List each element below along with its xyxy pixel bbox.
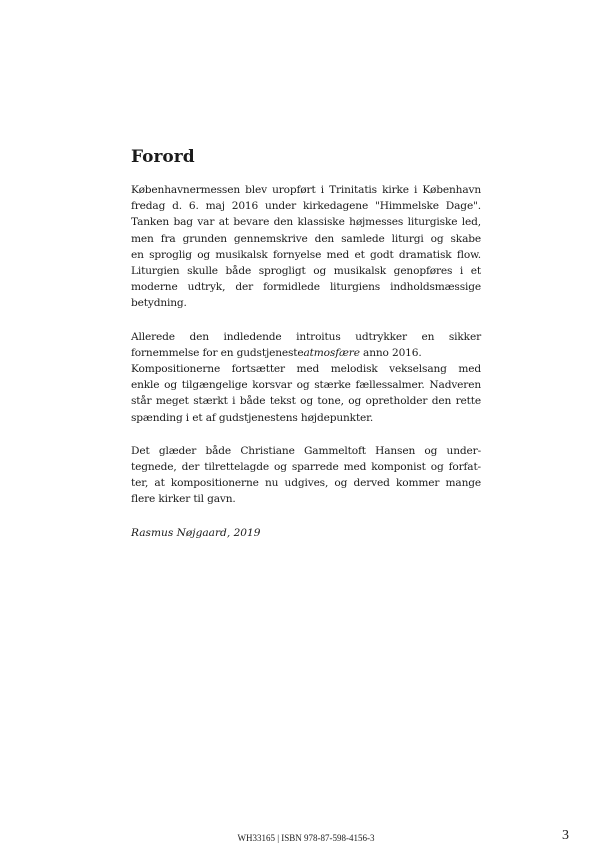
text-line: flere kirker til gavn. bbox=[131, 493, 236, 506]
preface-section bbox=[131, 146, 481, 541]
footer-catalog-info: WH33165 | ISBN 978-87-598-4156-3 bbox=[237, 833, 375, 843]
text-line: men fra grunden gennemskrive den samlede liturgi og skabe bbox=[131, 232, 481, 245]
italic-word: atmosfære bbox=[303, 346, 360, 359]
text-line: betydning. bbox=[131, 297, 187, 310]
text-line: ter, at kompositionerne nu udgives, og derved kommer mange bbox=[131, 477, 481, 490]
text-line: Kompositionerne fortsætter med melodisk vekselsang med bbox=[131, 363, 481, 376]
text-fragment: anno 2016. bbox=[359, 346, 422, 359]
text-line: tegnede, der tilrettelagde og sparrede med komponist og forfat- bbox=[131, 461, 481, 474]
paragraph-2 bbox=[131, 329, 481, 426]
author-signature: Rasmus Nøjgaard, 2019 bbox=[131, 526, 261, 539]
text-line: moderne udtryk, der formidlede liturgiens indholdsmæssige bbox=[131, 281, 481, 294]
text-line: Tanken bag var at bevare den klassiske højmesses liturgiske led, bbox=[131, 216, 481, 229]
page-number: 3 bbox=[562, 828, 569, 843]
text-line: står meget stærkt i både tekst og tone, og opretholder den rette bbox=[131, 395, 481, 408]
text-fragment: fornemmelse for en gudstjeneste bbox=[131, 346, 304, 359]
text-line: Liturgien skulle både sprogligt og musikalsk genopføres i et bbox=[131, 265, 481, 278]
text-line: Allerede den indledende introitus udtrykker en sikker bbox=[131, 330, 481, 343]
text-line: en sproglig og musikalsk fornyelse med et godt dramatisk flow. bbox=[131, 248, 481, 261]
text-line: enkle og tilgængelige korsvar og stærke fællessalmer. Nadveren bbox=[131, 379, 481, 392]
text-line: fredag d. 6. maj 2016 under kirkedagene "Himmelske Dage". bbox=[131, 200, 481, 213]
text-line bbox=[131, 345, 481, 361]
text-line: Københavnermessen blev uropført i Trinitatis kirke i København bbox=[131, 184, 481, 196]
paragraph-1 bbox=[131, 182, 481, 312]
text-line: spænding i et af gudstjenestens højdepunkter. bbox=[131, 411, 374, 424]
page-title: Forord bbox=[131, 147, 195, 167]
paragraph-3 bbox=[131, 443, 481, 508]
text-line: Det glæder både Christiane Gammeltoft Hansen og under- bbox=[131, 444, 481, 457]
